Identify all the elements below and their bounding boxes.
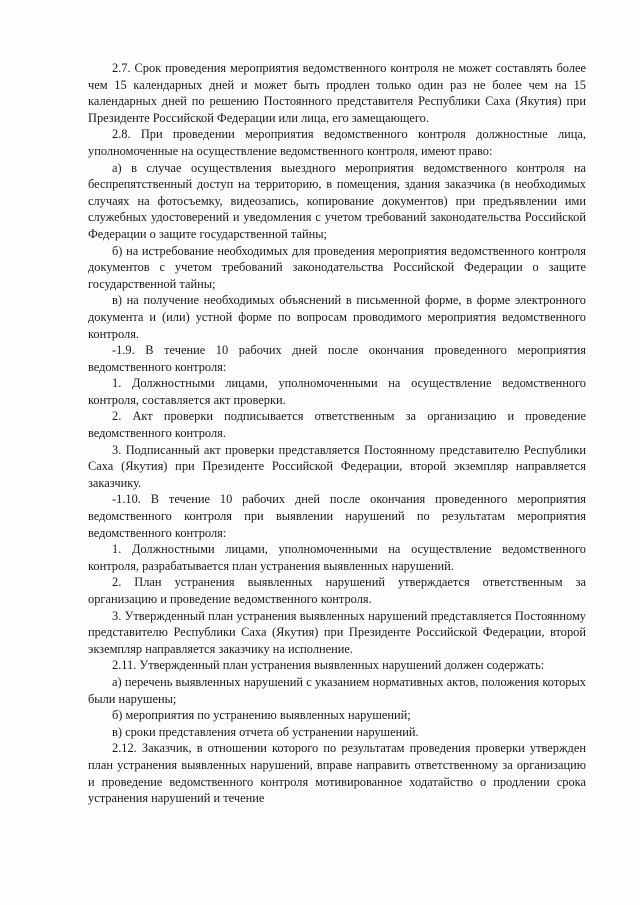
paragraph-2-11-v: в) сроки представления отчета об устранении нарушений. [112, 724, 419, 739]
paragraph-2-8-v: в) на получение необходимых объяснений в письменной форме, в форме электронного документа и (или) устной форме по вопросам проводимого мероприятия ведомственного контроля. [88, 293, 586, 341]
document-body [88, 60, 586, 807]
paragraph-2-8-a: а) в случае осуществления выездного мероприятия ведомственного контроля на беспрепятственный доступ на территорию, в помещения, здания заказчика (в необходимых случаях на фотосъемку, видеозапись, копирование документов) при предъявлении ими служебных удостоверений и уведомления с учетом требований законодательства Российской Федерации о защите государственной тайны; [88, 160, 586, 241]
paragraph-2-11-a: а) перечень выявленных нарушений с указанием нормативных актов, положения которых были нарушены; [88, 674, 586, 706]
paragraph-1-10-3: 3. Утвержденный план устранения выявленных нарушений представляется Постоянному представителю Республики Саха (Якутия) при Президенте Российской Федерации, второй экземпляр направляется заказчику на исполнение. [88, 608, 586, 656]
paragraph-2-11: 2.11. Утвержденный план устранения выявленных нарушений должен содержать: [112, 658, 545, 673]
paragraph-2-12: 2.12. Заказчик, в отношении которого по результатам проведения проверки утвержден план устранения выявленных нарушений, вправе направить ответственному за организацию и проведение ведомственного контроля мотивированное ходатайство о продлении срока устранения нарушений и течение [88, 741, 586, 806]
paragraph-1-10-2: 2. План устранения выявленных нарушений утверждается ответственным за организацию и проведение ведомственного контроля. [88, 575, 586, 606]
paragraph-2-7: 2.7. Срок проведения мероприятия ведомственного контроля не может составлять более чем 15 календарных дней и может быть продлен только один раз не более чем на 15 календарных дней по решению Постоянного представителя Республики Саха (Якутия) при Президенте Российской Федерации или лица, его замещающего. [88, 61, 586, 125]
paragraph-1-9: -1.9. В течение 10 рабочих дней после окончания проведенного мероприятия ведомственного контроля: [88, 343, 586, 374]
paragraph-1-9-1: 1. Должностными лицами, уполномоченными на осуществление ведомственного контроля, составляется акт проверки. [88, 376, 586, 407]
paragraph-1-10: -1.10. В течение 10 рабочих дней после окончания проведенного мероприятия ведомственного контроля при выявлении нарушений по результатам мероприятия ведомственного контроля: [88, 492, 586, 540]
paragraph-1-9-2: 2. Акт проверки подписывается ответственным за организацию и проведение ведомственного контроля. [88, 409, 586, 441]
paragraph-1-10-1: 1. Должностными лицами, уполномоченными на осуществление ведомственного контроля, разрабатывается план устранения выявленных нарушений. [88, 542, 586, 573]
paragraph-2-8: 2.8. При проведении мероприятия ведомственного контроля должностные лица, уполномоченные на осуществление ведомственного контроля, имеют право: [88, 127, 586, 158]
paragraph-2-8-b: б) на истребование необходимых для проведения мероприятия ведомственного контроля документов с учетом требований законодательства Российской Федерации о защите государственной тайны; [88, 243, 586, 291]
paragraph-2-11-b: б) мероприятия по устранению выявленных нарушений; [112, 708, 411, 723]
paragraph-1-9-3: 3. Подписанный акт проверки представляется Постоянному представителю Республики Саха (Якутия) при Президенте Российской Федерации, второй экземпляр направляется заказчику. [88, 442, 586, 490]
